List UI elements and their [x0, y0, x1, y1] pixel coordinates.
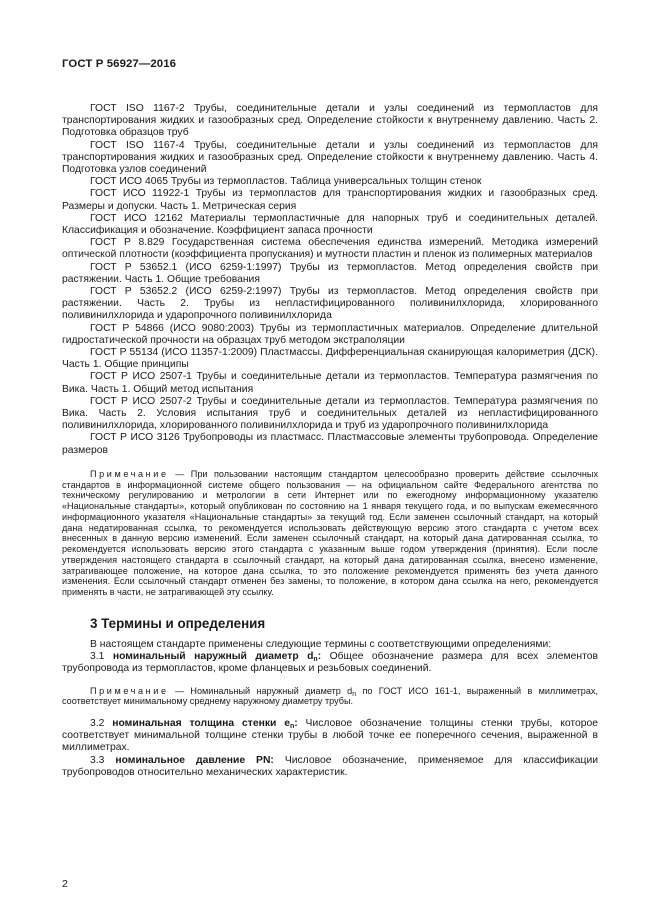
reference-item: ГОСТ ИСО 4065 Трубы из термопластов. Таблица универсальных толщин стенок — [90, 176, 482, 188]
term-3-3 — [62, 755, 598, 779]
page-number: 2 — [62, 878, 68, 890]
reference-item: ГОСТ ИСО 12162 Материалы термопластичные для напорных труб и соединительных деталей. Классификация и обозначение. Коэффициент запаса прочности — [62, 212, 598, 237]
term-definition: Числовое обозначение, применяемое для классификации трубопроводов относительно механических характеристик. — [62, 754, 599, 778]
references-note — [62, 469, 598, 598]
note-text-b: по ГОСТ ИСО 161-1, выраженный в миллиметрах, соответствует минимальному среднему наружному диаметру трубы. — [62, 685, 598, 707]
section-title: 3 Термины и определения — [90, 615, 266, 631]
note-subscript: n — [352, 690, 357, 698]
reference-item: ГОСТ ISO 1167-2 Трубы, соединительные детали и узлы соединений из термопластов для транспортирования жидких и газообразных сред. Определение стойкости к внутреннему давлению. Часть 2. Подготовка образцов труб — [62, 103, 598, 139]
term-number: 3.1 — [90, 651, 105, 663]
term-note — [62, 686, 598, 708]
reference-item: ГОСТ Р ИСО 3126 Трубопроводы из пластмасс. Пластмассовые элементы трубопровода. Определение размеров — [62, 432, 598, 456]
reference-item: ГОСТ ISO 1167-4 Трубы, соединительные детали и узлы соединений из термопластов для транспортирования жидких и газообразных сред. Определение стойкости к внутреннему давлению. Часть 4. Подготовка узлов соединений — [62, 139, 598, 176]
reference-item: ГОСТ Р 54866 (ИСО 9080:2003) Трубы из термопластичных материалов. Определение длительной гидростатической прочности на образцах труб методом экстраполяции — [62, 322, 598, 346]
reference-item: ГОСТ Р 55134 (ИСО 11357-1:2009) Пластмассы. Дифференциальная сканирующая калориметрия (ДСК). Часть 1. Общие принципы — [62, 347, 598, 371]
term-subscript: n — [313, 656, 318, 664]
term-3-1 — [62, 651, 598, 675]
term-definition: Числовое обозначение толщины стенки трубы, которое соответствует минимальной толщине стенки трубы в любой точке ее поперечного сечения, выраженной в миллиметрах. — [62, 718, 598, 754]
note-text-a: — Номинальный наружный диаметр d — [168, 685, 353, 696]
term-name: номинальное давление PN: — [115, 754, 274, 766]
note-text: — При пользовании настоящим стандартом целесообразно проверить действие ссылочных стандартов в информационной системе общего пользования — на официальном сайте Федерального агентства по техническому регулированию и метрологии в сети Интернет или по ежегодному информационному указателю «Национальные стандарты», который опубликован по состоянию на 1 января текущего года, и по выпускам ежемесячного информационного указателя «Национальные стандарты» за текущий год. Если заменен ссылочный стандарт, на который дана недатированная ссылка, то рекомендуется использовать действующую версию этого стандарта с учетом всех внесенных в данную версию изменений. Если заменен ссылочный стандарт, на который дана датированная ссылка, то рекомендуется использовать версию этого стандарта с указанным выше годом утверждения (принятия). Если после утверждения настоящего стандарта в ссылочный стандарт, на который дана датированная ссылка, внесено изменение, затрагивающее положение, на которое дана ссылка, то это положение рекомендуется применять без учета данного изменения. Если ссылочный стандарт отменен без замены, то положение, в котором дана ссылка на него, рекомендуется применять в части, не затрагивающей эту ссылку. — [62, 468, 598, 598]
page-content — [62, 103, 598, 779]
note-label: Примечание — [90, 685, 169, 696]
term-number: 3.2 — [90, 718, 105, 729]
term-number: 3.3 — [90, 754, 105, 766]
reference-item: ГОСТ Р ИСО 2507-1 Трубы и соединительные детали из термопластов. Температура размягчения по Вика. Часть 1. Общий метод испытания — [62, 371, 598, 395]
term-subscript: n — [289, 723, 295, 730]
section-intro: В настоящем стандарте применены следующие термины с соответствующими определениями: — [90, 638, 552, 650]
document-code-header: ГОСТ Р 56927—2016 — [62, 58, 177, 70]
reference-item: ГОСТ Р ИСО 2507-2 Трубы и соединительные детали из термопластов. Температура размягчения по Вика. Часть 2. Условия испытания труб и соединительных деталей из непластифицированного поливинилхлорида, хлорированного поливинилхлорида и труб из ударопрочного поливинилхлорида — [62, 395, 598, 432]
reference-item: ГОСТ Р 53652.1 (ИСО 6259-1:1997) Трубы из термопластов. Метод определения свойств при растяжении. Часть 1. Общие требования — [62, 261, 598, 285]
term-name: номинальный наружный диаметр d — [112, 651, 314, 663]
term-colon: : — [317, 651, 322, 663]
term-name: номинальная толщина стенки e — [112, 718, 290, 729]
term-colon: : — [294, 718, 298, 729]
reference-item: ГОСТ Р 53652.2 (ИСО 6259-2:1997) Трубы из термопластов. Метод определения свойств при растяжении. Часть 2. Трубы из непластифицированного поливинилхлорида, хлорированного поливинилхлорида и ударопрочного поливинилхлорида — [62, 286, 598, 322]
normative-references-list — [62, 103, 598, 457]
reference-item: ГОСТ ИСО 11922-1 Трубы из термопластов для транспортирования жидких и газообразных сред. Размеры и допуски. Часть 1. Метрическая серия — [62, 188, 598, 212]
reference-item: ГОСТ Р 8.829 Государственная система обеспечения единства измерений. Методика измерений оптической плотности (коэффициента пропускания) и мутности пластин и пленок из полимерных материалов — [62, 237, 598, 261]
term-3-2 — [62, 718, 598, 755]
term-definition: Общее обозначение размера для всех элементов трубопровода из термопластов, кроме фланцевых и резьбовых соединений. — [62, 651, 598, 675]
note-label: Примечание — [90, 468, 169, 479]
